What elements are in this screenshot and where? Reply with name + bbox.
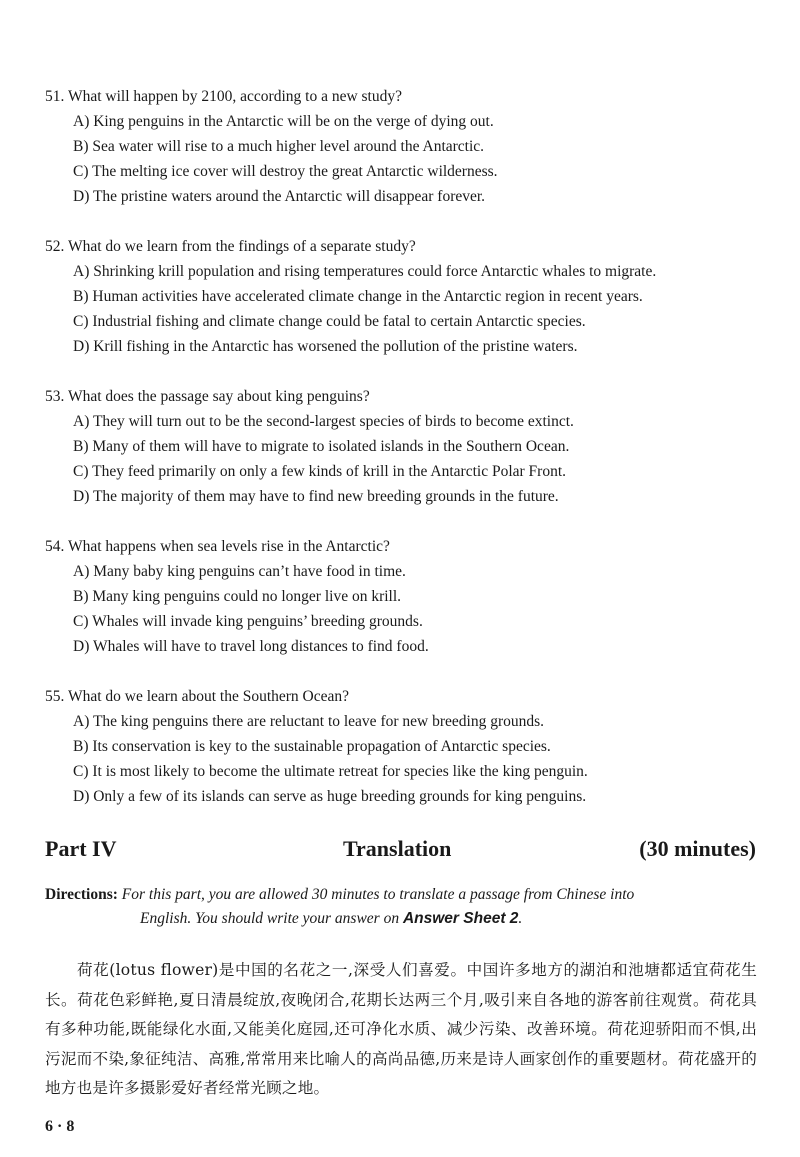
- option-d: D) Only a few of its islands can serve as huge breeding grounds for king penguins.: [73, 788, 587, 805]
- option-d: D) The pristine waters around the Antarctic will disappear forever.: [73, 188, 486, 205]
- option-a: A) Many baby king penguins can’t have food in time.: [73, 563, 406, 580]
- option-d: D) Krill fishing in the Antarctic has worsened the pollution of the pristine waters.: [73, 338, 578, 355]
- question-stem: 53. What does the passage say about king penguins?: [45, 388, 370, 405]
- option-d: D) The majority of them may have to find new breeding grounds in the future.: [73, 488, 559, 505]
- option-b: B) Many king penguins could no longer live on krill.: [73, 588, 402, 605]
- option-d: D) Whales will have to travel long distances to find food.: [73, 638, 429, 655]
- option-c: C) Whales will invade king penguins’ breeding grounds.: [73, 613, 423, 630]
- option-b: B) Many of them will have to migrate to isolated islands in the Southern Ocean.: [73, 438, 570, 455]
- option-c: C) It is most likely to become the ultimate retreat for species like the king penguin.: [73, 763, 588, 780]
- part-name: Translation: [343, 836, 452, 861]
- directions-text-line2: English. You should write your answer on: [140, 910, 403, 927]
- question-52: [45, 234, 765, 359]
- directions-period: .: [518, 910, 523, 927]
- question-53: [45, 384, 765, 509]
- question-54: [45, 534, 765, 659]
- option-b: B) Sea water will rise to a much higher level around the Antarctic.: [73, 138, 485, 155]
- directions: [45, 883, 756, 931]
- question-stem: 51. What will happen by 2100, according to a new study?: [45, 88, 402, 105]
- option-c: C) The melting ice cover will destroy the great Antarctic wilderness.: [73, 163, 498, 180]
- question-stem: 54. What happens when sea levels rise in the Antarctic?: [45, 538, 390, 555]
- option-c: C) Industrial fishing and climate change could be fatal to certain Antarctic species.: [73, 313, 586, 330]
- page-number: 6 · 8: [45, 1118, 75, 1135]
- option-c: C) They feed primarily on only a few kinds of krill in the Antarctic Polar Front.: [73, 463, 567, 480]
- option-a: A) King penguins in the Antarctic will be on the verge of dying out.: [73, 113, 494, 130]
- part-time: (30 minutes): [639, 836, 756, 861]
- directions-text-line1: For this part, you are allowed 30 minutes to translate a passage from Chinese into: [121, 886, 635, 903]
- part-header: [45, 834, 756, 864]
- part-title: Part IV: [45, 836, 117, 861]
- option-a: A) Shrinking krill population and rising temperatures could force Antarctic whales to migrate.: [73, 263, 657, 280]
- directions-label: Directions:: [45, 886, 118, 903]
- question-stem: 55. What do we learn about the Southern Ocean?: [45, 688, 350, 705]
- option-a: A) The king penguins there are reluctant to leave for new breeding grounds.: [73, 713, 545, 730]
- answer-sheet-ref: Answer Sheet 2: [402, 910, 519, 927]
- question-51: [45, 84, 765, 209]
- option-b: B) Human activities have accelerated climate change in the Antarctic region in recent years.: [73, 288, 643, 305]
- question-55: [45, 684, 765, 809]
- translation-passage: 荷花(lotus flower)是中国的名花之一,深受人们喜爱。中国许多地方的湖泊和池塘都适宜荷花生长。荷花色彩鲜艳,夏日清晨绽放,夜晚闭合,花期长达两三个月,吸引来自各地的游客前往观赏。荷花具有多种功能,既能绿化水面,又能美化庭园,还可净化水质、减少污染、改善环境。荷花迎骄阳而不惧,出污泥而不染,象征纯洁、高雅,常常用来比喻人的高尚品德,历来是诗人画家创作的重要题材。荷花盛开的地方也是许多摄影爱好者经常光顾之地。: [45, 961, 757, 1097]
- option-b: B) Its conservation is key to the sustainable propagation of Antarctic species.: [73, 738, 551, 755]
- question-stem: 52. What do we learn from the findings of a separate study?: [45, 238, 416, 255]
- option-a: A) They will turn out to be the second-largest species of birds to become extinct.: [73, 413, 574, 430]
